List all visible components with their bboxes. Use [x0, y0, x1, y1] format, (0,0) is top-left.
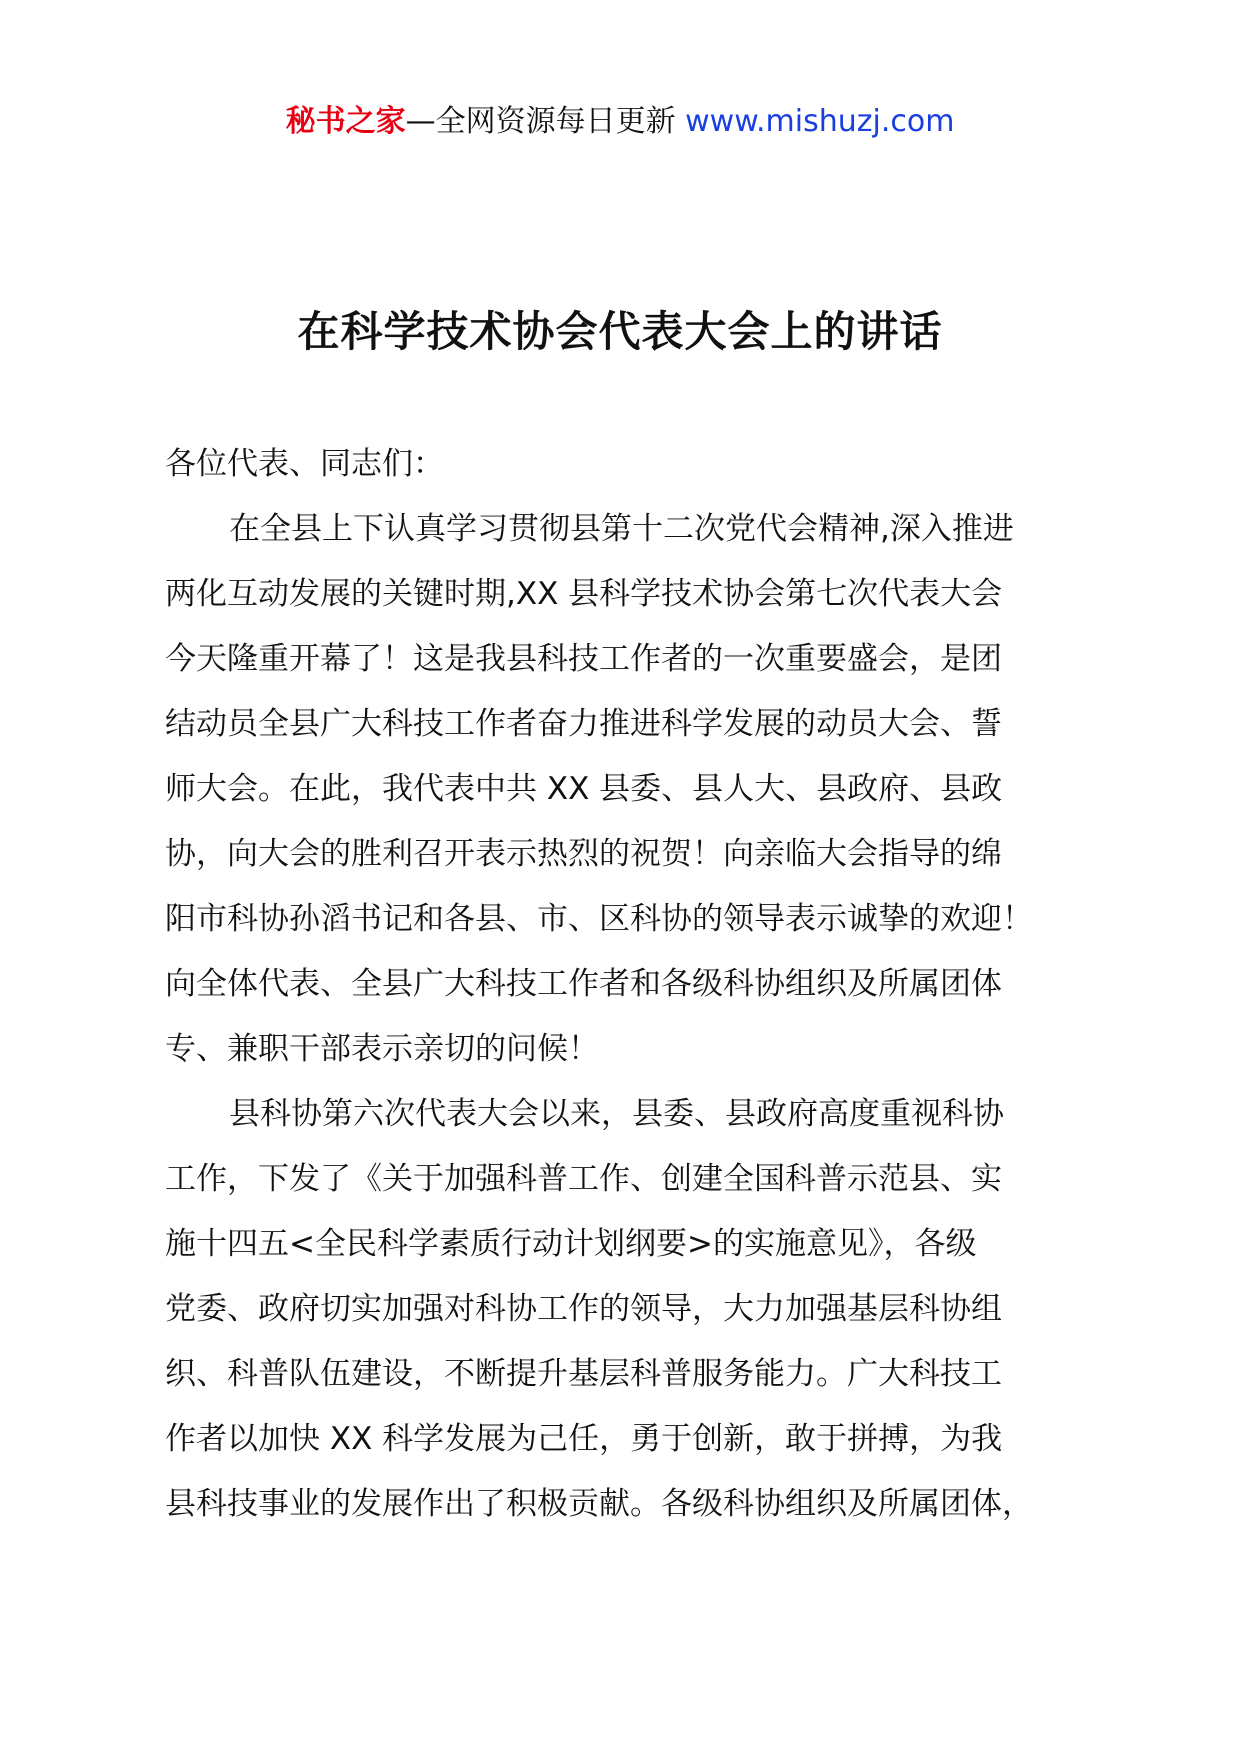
- document-title: 在科学技术协会代表大会上的讲话: [297, 307, 943, 356]
- body-line: 阳市科协孙滔书记和各县、市、区科协的领导表示诚挚的欢迎！: [165, 901, 1033, 937]
- page-header: [0, 100, 1240, 144]
- body-line: 协，向大会的胜利召开表示热烈的祝贺！向亲临大会指导的绵: [165, 836, 1002, 872]
- body-line: 党委、政府切实加强对科协工作的领导，大力加强基层科协组: [165, 1291, 1002, 1327]
- header-tagline: —全网资源每日更新: [405, 104, 686, 139]
- salutation-line: 各位代表、同志们：: [165, 446, 444, 482]
- body-line: 专、兼职干部表示亲切的问候！: [165, 1031, 599, 1067]
- body-line: 施十四五<全民科学素质行动计划纲要>的实施意见》，各级: [165, 1226, 977, 1262]
- body-line: 织、科普队伍建设，不断提升基层科普服务能力。广大科技工: [165, 1356, 1002, 1392]
- brand-name: 秘书之家: [285, 104, 406, 139]
- body-line: 工作，下发了《关于加强科普工作、创建全国科普示范县、实: [165, 1161, 1002, 1197]
- body-line: 县科技事业的发展作出了积极贡献。各级科协组织及所属团体，: [165, 1486, 1033, 1522]
- body-line: 县科协第六次代表大会以来，县委、县政府高度重视科协: [229, 1096, 1004, 1132]
- body-line: 在全县上下认真学习贯彻县第十二次党代会精神,深入推进: [229, 511, 1014, 547]
- body-line: 两化互动发展的关键时期,XX 县科学技术协会第七次代表大会: [165, 576, 1003, 612]
- body-line: 结动员全县广大科技工作者奋力推进科学发展的动员大会、誓: [165, 706, 1002, 742]
- body-line: 师大会。在此，我代表中共 XX 县委、县人大、县政府、县政: [165, 771, 1003, 807]
- site-url-link[interactable]: www.mishuzj.com: [685, 104, 955, 139]
- body-line: 作者以加快 XX 科学发展为己任，勇于创新，敢于拼搏，为我: [165, 1421, 1003, 1457]
- body-line: 向全体代表、全县广大科技工作者和各级科协组织及所属团体: [165, 966, 1002, 1002]
- body-line: 今天隆重开幕了！这是我县科技工作者的一次重要盛会，是团: [165, 641, 1002, 677]
- document-body: [165, 432, 1110, 1537]
